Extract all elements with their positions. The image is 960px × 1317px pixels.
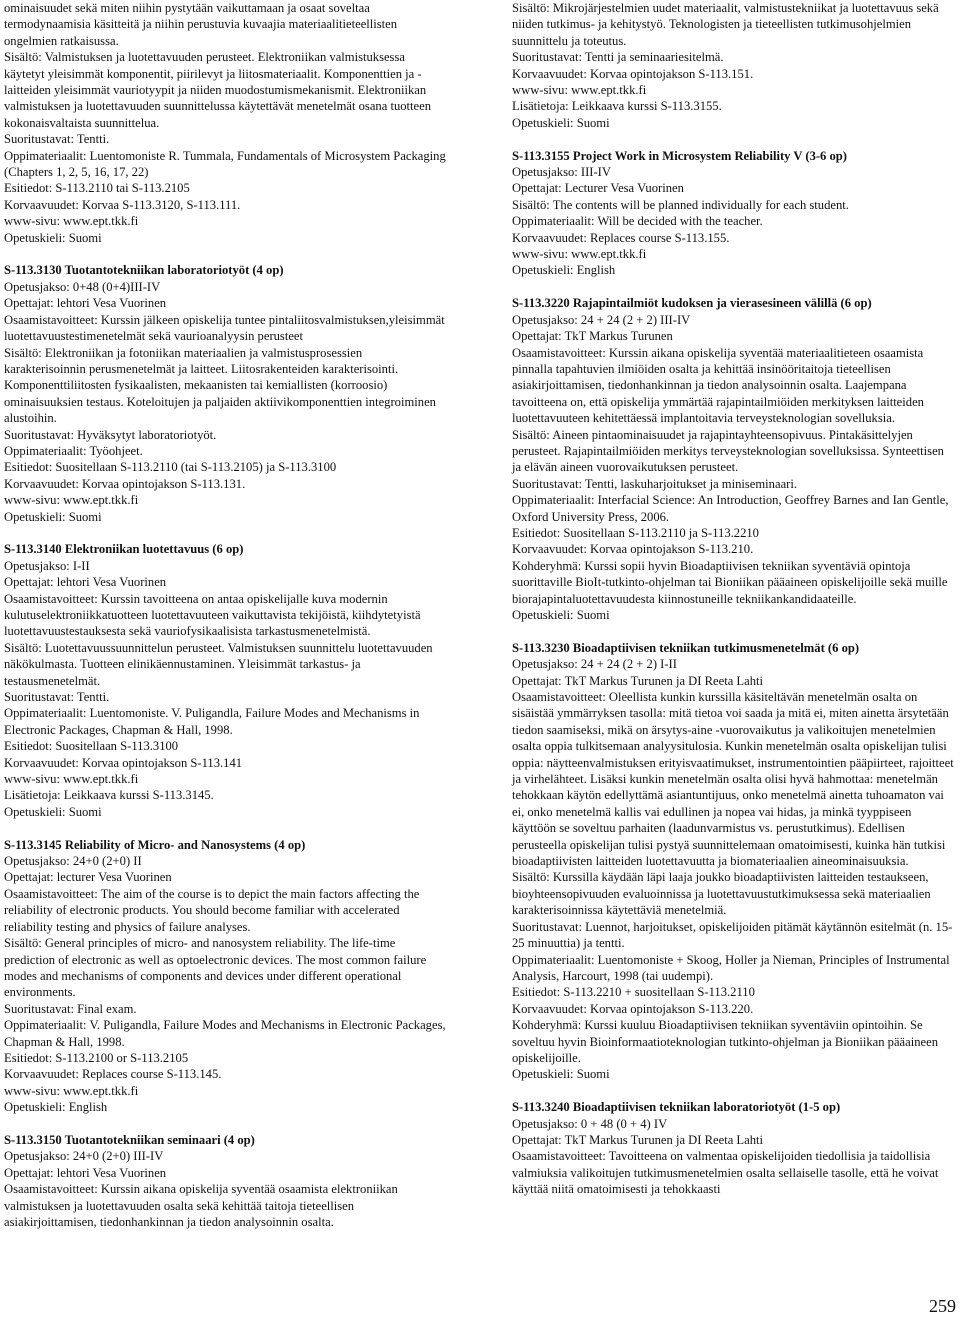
- text-line: Suoritustavat: Final exam.: [4, 1001, 137, 1016]
- course-s-113-3140: [4, 541, 446, 820]
- text-line: Suoritustavat: Luennot, harjoitukset, opiskelijoiden pitämät käytännön esitelmät (n. 15-25 minuuttia) ja tentti.: [512, 919, 953, 951]
- text-line: Opettajat: lecturer Vesa Vuorinen: [4, 870, 172, 885]
- course-s-113-3145: [4, 837, 446, 1116]
- text-line: Osaamistavoitteet: Kurssin aikana opiskelija syventää osaamista elektroniikan valmistuksen ja luotettavuuden osalta sekä kehittää taitoja tieteellisen asiakirjoittamisen, tiedonhankinnan ja tiedon analysoinnin osalta.: [4, 1182, 398, 1229]
- course-continued: [512, 0, 956, 131]
- text-line: www-sivu: www.ept.tkk.fi: [512, 83, 647, 98]
- course-title: S-113.3240 Bioadaptiivisen tekniikan laboratoriotyöt (1-5 op): [512, 1100, 841, 1115]
- text-line: Osaamistavoitteet: The aim of the course is to depict the main factors affecting the reliability of electronic products. You should become familiar with accelerated reliability testing and physics of failure analyses.: [4, 886, 420, 934]
- text-line: Suoritustavat: Tentti ja seminaariesitelmä.: [512, 50, 724, 65]
- text-line: Osaamistavoitteet: Tavoitteena on valmentaa opiskelijoiden tiedollisia ja taidollisia valmiuksia valikoitujen tutkimusmenetelmien osalta sellaiselle tasolle, että he voivat käyttää niitä omatoimisesti ja tehokkaasti: [512, 1149, 939, 1197]
- text-line: Korvaavuudet: Korvaa opintojakson S-113.210.: [512, 542, 754, 557]
- text-line: Kohderyhmä: Kurssi kuuluu Bioadaptiivisen tekniikan syventäviin opintoihin. Se soveltuu hyvin Bioinformaatioteknologian tutkinto-ohjelman ja Bioniikan pääaineen opiskelijoille.: [512, 1018, 938, 1065]
- text-line: Sisältö: General principles of micro- and nanosystem reliability. The life-time prediction of electronic as well as optoelectronic devices. The most common failure modes and mechanisms of components and devices under different operational environments.: [4, 936, 427, 1000]
- text-line: Opetusjakso: 24+0 (2+0) II: [4, 854, 142, 869]
- text-line: Korvaavuudet: Korvaa opintojakson S-113.141: [4, 755, 243, 770]
- text-line: Suoritustavat: Tentti.: [4, 132, 110, 147]
- text-line: Kohderyhmä: Kurssi sopii hyvin Bioadaptiivisen tekniikan syventäviä opintoja suorittaville BioIt-tutkinto-ohjelman tai Bioniikan pääaineen opiskelijoille sekä muille biorajapintaluotettavuudesta kiinnostuneille tekniikankandidaateille.: [512, 558, 948, 606]
- course-s-113-3220: [512, 295, 956, 623]
- text-line: Opetuskieli: Suomi: [4, 230, 102, 245]
- course-s-113-3155: [512, 148, 956, 279]
- text-line: www-sivu: www.ept.tkk.fi: [4, 772, 139, 787]
- text-line: Opetusjakso: 0+48 (0+4)III-IV: [4, 279, 161, 294]
- text-line: Esitiedot: Suositellaan S-113.2110 ja S-113.2210: [512, 525, 759, 540]
- text-line: Opettajat: TkT Markus Turunen: [512, 329, 673, 344]
- text-line: Osaamistavoitteet: Kurssin jälkeen opiskelija tuntee pintaliitosvalmistuksen,yleisimmät luotettavuustestimenetelmät sekä vaurioanalyysin perusteet: [4, 312, 445, 344]
- text-line: Opetuskieli: English: [4, 1100, 108, 1115]
- text-line: Oppimateriaalit: Luentomoniste. V. Puligandla, Failure Modes and Mechanisms in Electronic Packages, Chapman & Hall, 1998.: [4, 706, 420, 737]
- text-line: Oppimateriaalit: Interfacial Science: An Introduction, Geoffrey Barnes and Ian Gentle, Oxford University Press, 2006.: [512, 493, 949, 524]
- text-line: Oppimateriaalit: V. Puligandla, Failure Modes and Mechanisms in Electronic Packages, Chapman & Hall, 1998.: [4, 1018, 446, 1049]
- text-line: Opetusjakso: 24 + 24 (2 + 2) I-II: [512, 657, 677, 672]
- text-line: Sisältö: Valmistuksen ja luotettavuuden perusteet. Elektroniikan valmistuksessa käytetyt yleisimmät komponentit, piirilevyt ja liitosmateriaalit. Komponenttien ja -laitteiden yleisimmät vauriotyypit ja niiden muodostumismekanismit. Elektroniikan valmistuksen ja luotettavuuden suunnittelussa käytettävät menetelmät osana tuotteen kokonaisvaltaista suunnittelua.: [4, 50, 432, 130]
- text-line: Opetusjakso: 24 + 24 (2 + 2) III-IV: [512, 312, 691, 327]
- course-title: S-113.3150 Tuotantotekniikan seminaari (4 op): [4, 1132, 255, 1147]
- text-line: Sisältö: Kurssilla käydään läpi laaja joukko bioadaptiivisten laitteiden testaukseen, bioyhteensopivuuden evaluoinnissa ja luotettavuustutkimuksessa sekä materiaalien karakterisoinnissa käytettäviä menetelmiä.: [512, 870, 931, 918]
- course-title: S-113.3145 Reliability of Micro- and Nanosystems (4 op): [4, 837, 306, 852]
- course-title: S-113.3140 Elektroniikan luotettavuus (6 op): [4, 542, 244, 557]
- text-line: www-sivu: www.ept.tkk.fi: [512, 247, 647, 262]
- text-line: Esitiedot: Suositellaan S-113.2110 (tai S-113.2105) ja S-113.3100: [4, 460, 337, 475]
- text-line: Opetuskieli: Suomi: [512, 608, 610, 622]
- course-title: S-113.3220 Rajapintailmiöt kudoksen ja vierasesineen välillä (6 op): [512, 296, 872, 311]
- course-s-113-3240: [512, 1099, 956, 1197]
- text-line: Opetuskieli: Suomi: [4, 509, 102, 524]
- page-number: 259: [929, 1296, 956, 1316]
- text-line: Esitiedot: S-113.2100 or S-113.2105: [4, 1050, 189, 1065]
- text-line: Korvaavuudet: Replaces course S-113.145.: [4, 1067, 222, 1082]
- text-line: www-sivu: www.ept.tkk.fi: [4, 214, 139, 229]
- text-line: Opetusjakso: III-IV: [512, 165, 611, 180]
- text-line: Opettajat: lehtori Vesa Vuorinen: [4, 1165, 167, 1180]
- text-line: Opetusjakso: 0 + 48 (0 + 4) IV: [512, 1116, 668, 1131]
- text-line: Oppimateriaalit: Luentomoniste + Skoog, Holler ja Nieman, Principles of Instrumental Analysis, Harcourt, 1998 (tai uudempi).: [512, 952, 950, 983]
- text-line: Sisältö: Elektroniikan ja fotoniikan materiaalien ja valmistusprosessien karakterisoinnin perusmenetelmät ja laitteet. Liitosrakenteiden karakterisointi. Komponenttiliitosten fysikaalisten, mekaanisten tai kemiallisten (korroosio) ominaisuuksien testaus. Koteloitujen ja paljaiden aktiivikomponenttien integroiminen alustoihin.: [4, 345, 436, 426]
- text-line: Lisätietoja: Leikkaava kurssi S-113.3155.: [512, 99, 722, 114]
- text-line: Korvaavuudet: Korvaa opintojakson S-113.151.: [512, 66, 754, 81]
- text-line: Opettajat: Lecturer Vesa Vuorinen: [512, 181, 684, 196]
- text-line: Korvaavuudet: Korvaa opintojakson S-113.131.: [4, 476, 246, 491]
- text-line: Suoritustavat: Tentti.: [4, 690, 110, 705]
- text-line: Opetuskieli: English: [512, 263, 616, 278]
- text-line: www-sivu: www.ept.tkk.fi: [4, 1083, 139, 1098]
- course-continued: [4, 0, 446, 246]
- text-line: Korvaavuudet: Replaces course S-113.155.: [512, 230, 730, 245]
- text-line: Korvaavuudet: Korvaa opintojakson S-113.220.: [512, 1001, 754, 1016]
- course-title: S-113.3155 Project Work in Microsystem Reliability V (3-6 op): [512, 148, 847, 163]
- text-line: Oppimateriaalit: Will be decided with the teacher.: [512, 214, 763, 229]
- text-line: Opetuskieli: Suomi: [512, 115, 610, 130]
- text-line: Lisätietoja: Leikkaava kurssi S-113.3145.: [4, 788, 214, 803]
- text-line: Oppimateriaalit: Luentomoniste R. Tummala, Fundamentals of Microsystem Packaging (Chapters 1, 2, 5, 16, 17, 22): [4, 148, 446, 180]
- text-line: Korvaavuudet: Korvaa S-113.3120, S-113.111.: [4, 197, 241, 212]
- text-line: Opetuskieli: Suomi: [512, 1067, 610, 1082]
- right-column: [512, 0, 956, 1214]
- text-line: Sisältö: The contents will be planned individually for each student.: [512, 197, 849, 212]
- left-column: [4, 0, 446, 1247]
- text-line: ominaisuudet sekä miten niihin pystytään vaikuttamaan ja osaat soveltaa termodynaamisia käsitteitä ja niihin perustuvia kuvaajia materiaalitieteellisten ongelmien ratkaisussa.: [4, 1, 398, 48]
- course-s-113-3230: [512, 640, 956, 1083]
- course-s-113-3150: [4, 1132, 446, 1230]
- text-line: Sisältö: Aineen pintaominaisuudet ja rajapintayhteensopivuus. Pintakäsittelyjen perusteet. Rajapintailmiöiden merkitys terveysteknologian sovelluksissa. Synteettisen ja elävän aineen vuorovaikutuksen perusteet.: [512, 427, 944, 475]
- text-line: www-sivu: www.ept.tkk.fi: [4, 493, 139, 508]
- text-line: Sisältö: Luotettavuussuunnittelun perusteet. Valmistuksen suunnittelu luotettavuuden näkökulmasta. Tuotteen elinikäennustaminen. Yleisimmät tarkastus- ja testausmenetelmät.: [4, 640, 433, 688]
- text-line: Osaamistavoitteet: Kurssin aikana opiskelija syventää materiaalitieteen osaamista pinnalla tapahtuvien ilmiöiden osalta ja kehittää insinööritaitoja tieteellisen asiakirjoittamisen, tiedonhankinnan ja tiedon analysoinnin osalta. Laajempana tavoitteena on, että opiskelija ymmärtää rajapintailmiöiden merkityksen laitteiden luotettavuuteen kehitettäessä implantoitavia terveysteknologian sovelluksia.: [512, 345, 924, 426]
- text-line: Esitiedot: S-113.2110 tai S-113.2105: [4, 181, 190, 196]
- text-line: Osaamistavoitteet: Kurssin tavoitteena on antaa opiskelijalle kuva modernin kulutuselektroniikkatuotteen luotettavuuteen vaikuttavista tekijöistä, kiihdytetyistä luotettavuustestauksesta sekä vauriofysikaalisista tarkastusmenetelmistä.: [4, 591, 421, 639]
- text-line: Oppimateriaalit: Työohjeet.: [4, 443, 143, 458]
- course-title: S-113.3230 Bioadaptiivisen tekniikan tutkimusmenetelmät (6 op): [512, 640, 860, 655]
- course-title: S-113.3130 Tuotantotekniikan laboratoriotyöt (4 op): [4, 263, 284, 278]
- text-line: Opetuskieli: Suomi: [4, 804, 102, 819]
- text-line: Esitiedot: Suositellaan S-113.3100: [4, 739, 179, 754]
- text-line: Opettajat: lehtori Vesa Vuorinen: [4, 575, 167, 590]
- text-line: Suoritustavat: Tentti, laskuharjoitukset ja miniseminaari.: [512, 476, 797, 491]
- text-line: Opettajat: TkT Markus Turunen ja DI Reeta Lahti: [512, 673, 764, 688]
- text-line: Sisältö: Mikrojärjestelmien uudet materiaalit, valmistustekniikat ja luotettavuus sekä niiden tutkimus- ja kehitystyö. Teknologisten ja tieteellisten tutkimusohjelmien suunnittelu ja toteutus.: [512, 1, 939, 48]
- text-line: Osaamistavoitteet: Oleellista kunkin kurssilla käsiteltävän menetelmän osalta on sisäistää ymmärryksen tasolla: mitä tietoa voi saada ja mitä ei, miten ainetta ärsytetään tiedon saamiseksi, mikä on ärsytys-aine -vuorovaikutus ja valikoitujen menetelmien osalta oppia tulkitsemaan analyysitulosia. Kunkin menetelmän osalta opiskelijan tulisi oppia: näytteenvalmistuksen erityisvaatimukset, instrumentointien pääpiirteet, rajoitteet ja virhelähteet. Lisäksi kunkin menetelmän osalta olisi hyvä hahmottaa: menetelmän tehokkaan käytön edellyttämä asiantuntijuus, onko menetelmä ainetta tuhoamaton vai ei, onko menetelmä kallis vai edullinen ja nopea vai hidas, ja minkä tyyppiseen käyttöön se soveltuu parhaiten (laadunvarmistus vs. perustutkimus). Edellisen perusteella opiskelijan tulisi pystyä suunnittelemaan omatoimisesti, kuinka hän tutkisi bioadaptiivisten laitteiden luotettavuutta ja biomateriaalien aineominaisuuksia.: [512, 690, 954, 869]
- text-line: Opetusjakso: 24+0 (2+0) III-IV: [4, 1149, 164, 1164]
- course-s-113-3130: [4, 262, 446, 525]
- text-line: Opetusjakso: I-II: [4, 558, 90, 573]
- text-line: Opettajat: TkT Markus Turunen ja DI Reeta Lahti: [512, 1132, 764, 1147]
- text-line: Suoritustavat: Hyväksytyt laboratoriotyöt.: [4, 427, 217, 442]
- text-line: Opettajat: lehtori Vesa Vuorinen: [4, 296, 167, 311]
- text-line: Esitiedot: S-113.2210 + suositellaan S-113.2110: [512, 985, 755, 1000]
